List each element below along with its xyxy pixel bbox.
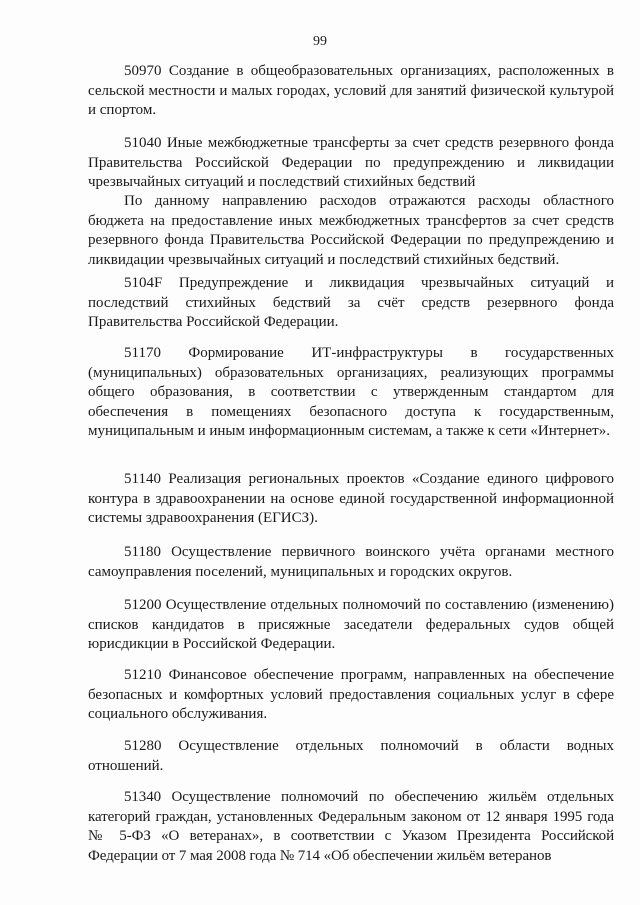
paragraph-51200: 51200 Осуществление отдельных полномочий по составлению (изменению) списков кандидатов в присяжные заседатели федеральных судов общей юрисдикции в Российской Федерации.	[88, 597, 614, 652]
paragraph-51040: 51040 Иные межбюджетные трансферты за счет средств резервного фонда Правительства Российской Федерации по предупреждению и ликвидации чрезвычайных ситуаций и последствий стихийных бедствий	[88, 135, 614, 190]
paragraph-5104F: 5104F Предупреждение и ликвидация чрезвычайных ситуаций и последствий стихийных бедствий за счёт средств резервного фонда Правительства Российской Федерации.	[88, 275, 614, 330]
paragraph-51170: 51170 Формирование ИТ-инфраструктуры в государственных (муниципальных) образовательных организациях, реализующих программы общего образования, в соответствии с утвержденным стандартом для обеспечения в помещениях безопасного доступа к государственным, муниципальным и иным информационным системам, а также к сети «Интернет».	[88, 345, 614, 439]
paragraph-51040-description: По данному направлению расходов отражаются расходы областного бюджета на предоставление иных межбюджетных трансфертов за счет средств резервного фонда Правительства Российской Федерации по предупреждению и ликвидации чрезвычайных ситуаций и последствий стихийных бедствий.	[88, 193, 614, 268]
page-number: 99	[313, 34, 327, 49]
paragraph-50970: 50970 Создание в общеобразовательных организациях, расположенных в сельской местности и малых городах, условий для занятий физической культурой и спортом.	[88, 63, 614, 118]
paragraph-51280: 51280 Осуществление отдельных полномочий в области водных отношений.	[88, 738, 614, 774]
paragraph-51210: 51210 Финансовое обеспечение программ, направленных на обеспечение безопасных и комфортных условий предоставления социальных услуг в сфере социального обслуживания.	[88, 667, 614, 722]
paragraph-51340: 51340 Осуществление полномочий по обеспечению жильём отдельных категорий граждан, установленных Федеральным законом от 12 января 1995 года № 5-ФЗ «О ветеранах», в соответствии с Указом Президента Российской Федерации от 7 мая 2008 года № 714 «Об обеспечении жильём ветеранов	[88, 789, 614, 864]
paragraph-51180: 51180 Осуществление первичного воинского учёта органами местного самоуправления поселений, муниципальных и городских округов.	[88, 544, 614, 580]
paragraph-51140: 51140 Реализация региональных проектов «Создание единого цифрового контура в здравоохранении на основе единой государственной информационной системы здравоохранения (ЕГИСЗ).	[88, 471, 614, 526]
